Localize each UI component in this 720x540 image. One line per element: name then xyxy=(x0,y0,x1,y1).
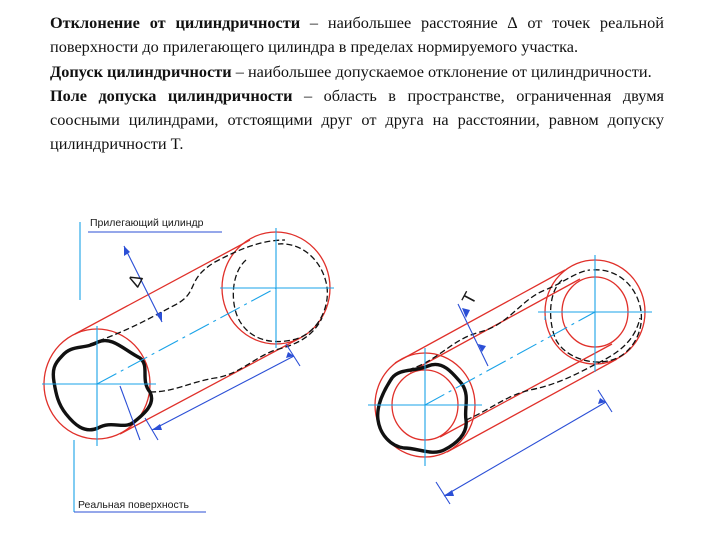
delta-symbol: ∆ xyxy=(123,270,147,290)
tolerance-symbol: T xyxy=(457,288,481,308)
term-tolerance: Допуск цилиндричности xyxy=(50,61,232,81)
definition-tolerance-text: – наибольшее допускаемое отклонение от цилиндричности. xyxy=(231,61,652,81)
axis-lines-left xyxy=(42,222,334,512)
real-surface-section-right xyxy=(378,364,467,452)
coaxial-cylinders-outline xyxy=(375,260,645,457)
label-real-surface: Реальная поверхность xyxy=(78,499,190,511)
figure-left-deviation xyxy=(42,217,334,512)
term-deviation: Отклонение от цилиндричности xyxy=(50,13,301,32)
definition-tolerance-zone-text: – область в пространстве, ограниченная двумя соосными цилиндрами, отстоящими друг от друга на расстоянии, равном допуску цилиндричности T. xyxy=(50,85,664,154)
adjacent-cylinder-outline xyxy=(44,232,330,439)
real-surface-section-left xyxy=(53,341,151,430)
arrowheads-right xyxy=(444,308,606,496)
dimension-lines-right xyxy=(436,304,612,504)
label-adjacent-cylinder: Прилегающий цилиндр xyxy=(90,217,204,229)
definition-deviation-text: – наибольшее расстояние ∆ от точек реальной поверхности до прилегающего цилиндра в пределах нормируемого участка. xyxy=(50,13,664,57)
figure-right-tolerance-zone xyxy=(368,255,652,504)
term-tolerance-zone: Поле допуска цилиндричности xyxy=(50,85,293,105)
axis-lines-right xyxy=(368,255,652,466)
